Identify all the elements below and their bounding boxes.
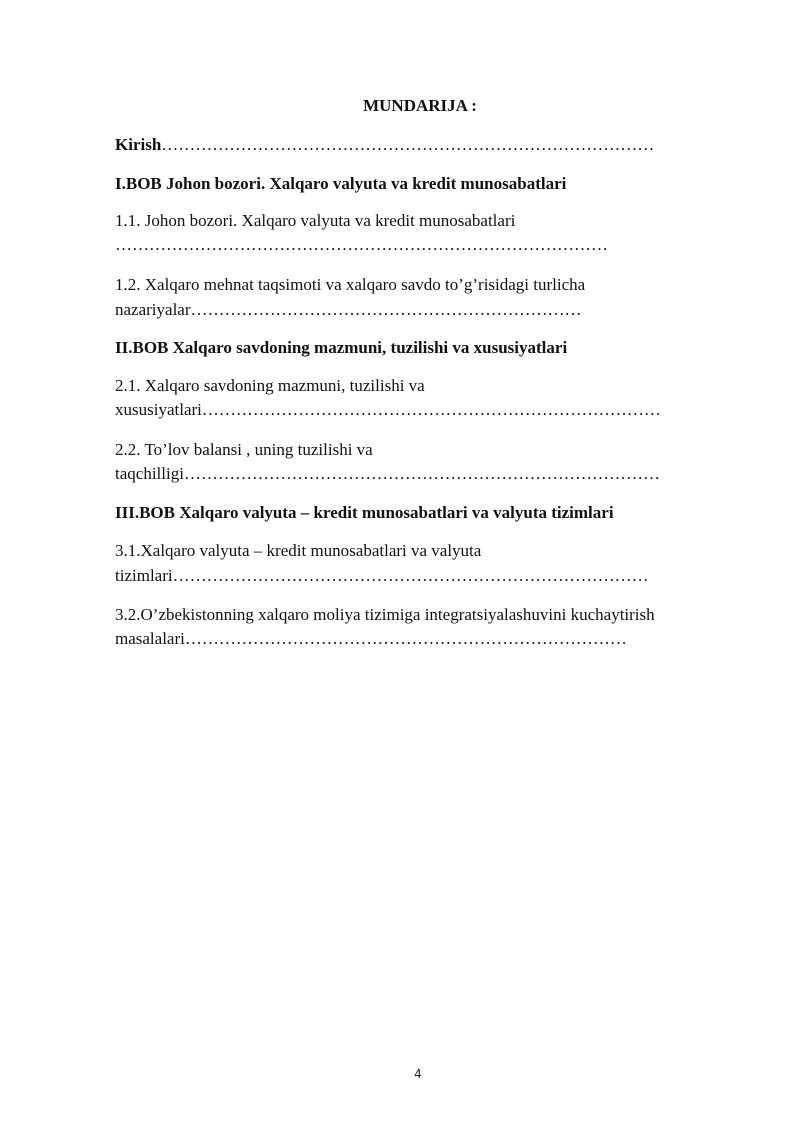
toc-entry-intro-label: Kirish (115, 135, 162, 154)
toc-chapter-2: II.BOB Xalqaro savdoning mazmuni, tuzilishi va xususiyatlari (115, 338, 568, 357)
toc-entry-3-1-dots: ………………………………………………………………………… (172, 566, 649, 585)
toc-entry-1-1-line1: 1.1. Johon bozori. Xalqaro valyuta va kredit munosabatlari (115, 211, 516, 230)
toc-entry-2-2-line1: 2.2. To’lov balansi , uning tuzilishi va (115, 440, 373, 459)
toc-entry-1-2-text: nazariyalar (115, 300, 191, 319)
toc-entry-2-2-text: taqchilligi (115, 464, 184, 483)
toc-entry-2-2-dots: ………………………………………………………………………… (183, 464, 660, 483)
toc-entry-3-1-line1: 3.1.Xalqaro valyuta – kredit munosabatlari va valyuta (115, 541, 482, 560)
toc-entry-3-1-line2 (115, 564, 649, 588)
toc-entry-intro-dots: …………………………………………………………………………… (161, 135, 655, 154)
toc-entry-2-2-line2 (115, 462, 660, 486)
toc-entry-1-2-line1: 1.2. Xalqaro mehnat taqsimoti va xalqaro savdo to’g’risidagi turlicha (115, 275, 586, 294)
toc-entry-3-2-line1: 3.2.O’zbekistonning xalqaro moliya tizimiga integratsiyalashuvini kuchaytirish (115, 605, 655, 624)
toc-entry-1-2-dots: …………………………………………………………… (190, 300, 582, 319)
toc-entry-2-1-dots: ……………………………………………………………………… (201, 400, 661, 419)
toc-entry-3-1-text: tizimlari (115, 566, 173, 585)
toc-entry-1-1-line2: …………………………………………………………………………… (115, 235, 608, 254)
page-number: 4 (414, 1067, 422, 1081)
toc-entry-intro (115, 133, 654, 157)
toc-entry-2-1-line2 (115, 398, 661, 422)
toc-chapter-1: I.BOB Johon bozori. Xalqaro valyuta va kredit munosabatlari (115, 174, 567, 193)
toc-entry-3-2-dots: …………………………………………………………………… (184, 629, 627, 648)
toc-entry-2-1-text: xususiyatlari (115, 400, 202, 419)
toc-entry-3-2-line2 (115, 627, 627, 651)
toc-entry-3-2-text: masalalari (115, 629, 185, 648)
toc-entry-1-2-line2 (115, 298, 582, 322)
toc-chapter-3: III.BOB Xalqaro valyuta – kredit munosabatlari va valyuta tizimlari (115, 503, 614, 522)
toc-entry-2-1-line1: 2.1. Xalqaro savdoning mazmuni, tuzilishi va (115, 376, 425, 395)
toc-title: MUNDARIJA : (363, 96, 477, 115)
